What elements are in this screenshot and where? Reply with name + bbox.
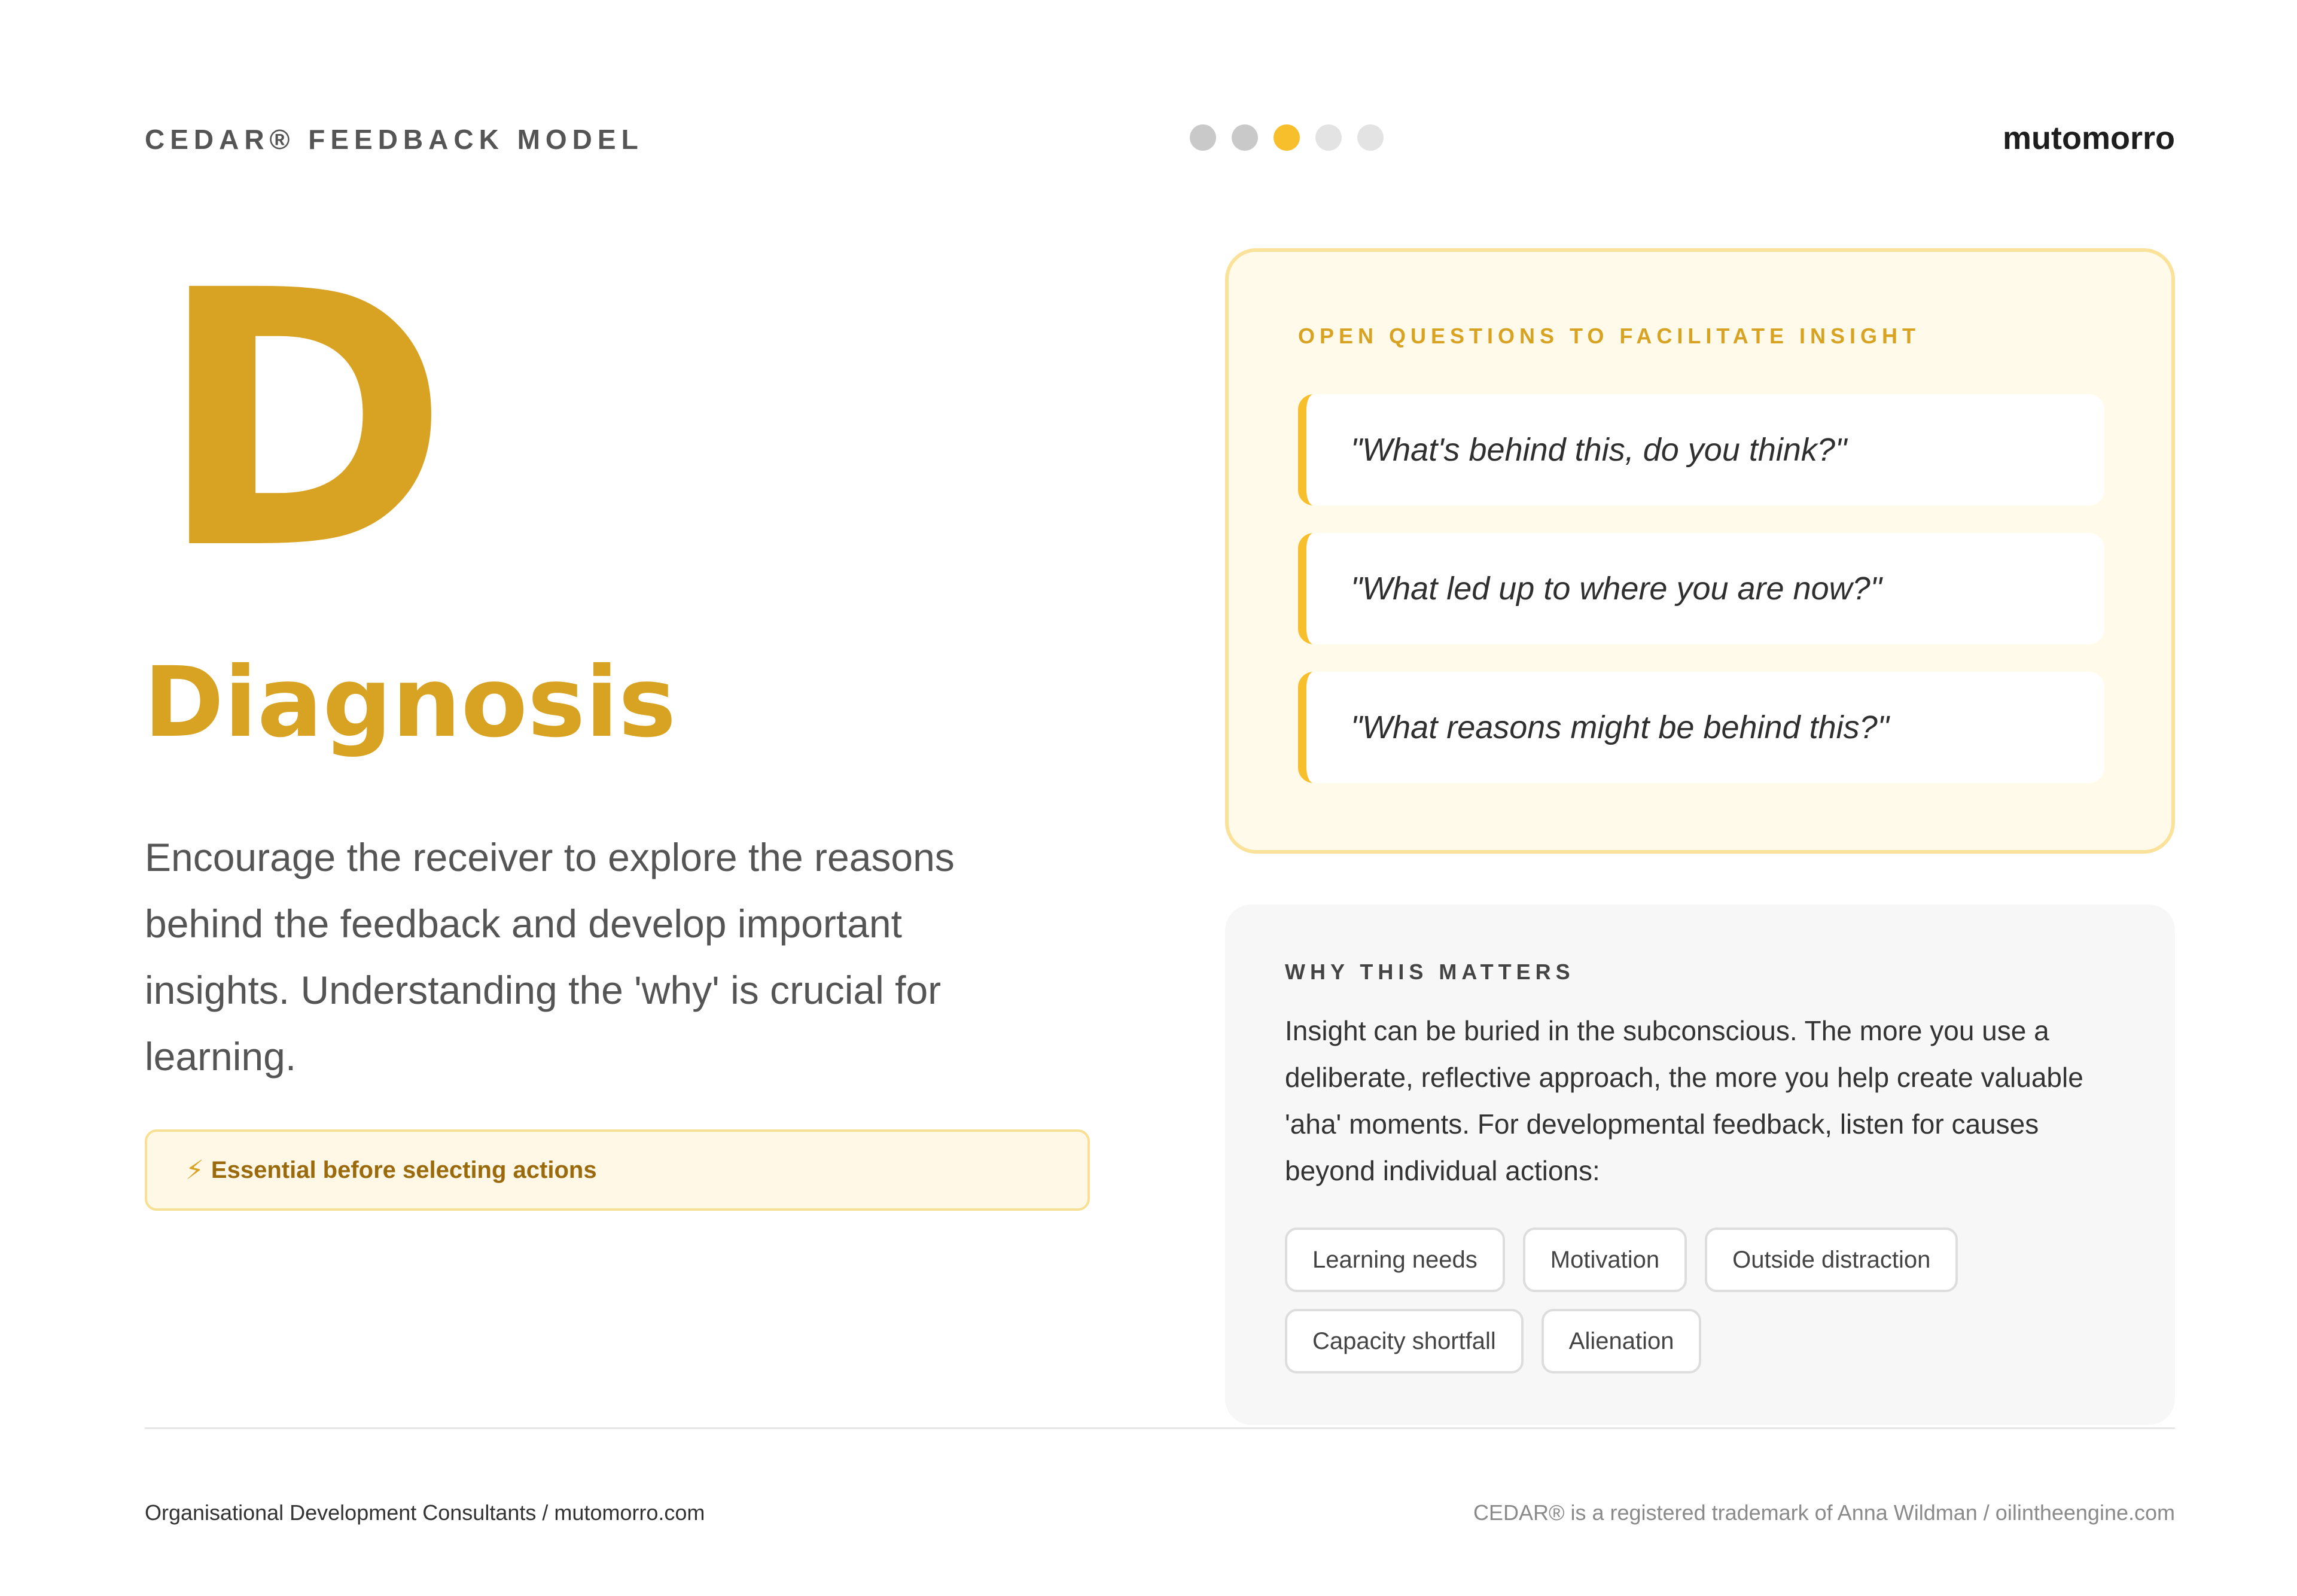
stage-letter: D: [157, 216, 450, 627]
stage-description: Encourage the receiver to explore the reasons behind the feedback and develop important insights. Understanding the 'why' is crucial for learning.: [145, 835, 955, 1079]
progress-dot-5[interactable]: [1357, 124, 1384, 151]
footer-left-text: Organisational Development Consultants / mutomorro.com: [145, 1500, 705, 1525]
questions-heading: OPEN QUESTIONS TO FACILITATE INSIGHT: [1298, 324, 1921, 348]
question-item: "What led up to where you are now?": [1298, 533, 2104, 644]
footer-right-text: CEDAR® is a registered trademark of Anna Wildman / oilintheengine.com: [1473, 1500, 2175, 1525]
progress-dot-3-current[interactable]: [1274, 124, 1300, 151]
footer-divider: [145, 1427, 2175, 1429]
note-callout: [145, 1129, 1090, 1211]
progress-dots: [1190, 124, 1384, 151]
question-item: "What's behind this, do you think?": [1298, 394, 2104, 505]
progress-dot-2[interactable]: [1232, 124, 1258, 151]
progress-dot-4[interactable]: [1315, 124, 1342, 151]
brand-logo: mutomorro: [2003, 120, 2175, 156]
note-text: Essential before selecting actions: [211, 1156, 597, 1183]
lightning-bolt-icon: ⚡︎: [185, 1155, 204, 1185]
why-card: [1225, 904, 2175, 1425]
question-item: "What reasons might be behind this?": [1298, 672, 2104, 783]
questions-card: [1225, 248, 2175, 854]
header: [145, 114, 2175, 162]
tag-alienation: Alienation: [1542, 1309, 1702, 1373]
model-title: CEDAR® FEEDBACK MODEL: [145, 124, 644, 155]
stage-title: Diagnosis: [144, 647, 677, 759]
tag-outside-distraction: Outside distraction: [1705, 1228, 1958, 1292]
tag-learning-needs: Learning needs: [1285, 1228, 1505, 1292]
cause-tags: [1285, 1228, 2122, 1373]
tag-capacity-shortfall: Capacity shortfall: [1285, 1309, 1524, 1373]
why-heading: WHY THIS MATTERS: [1285, 960, 1575, 984]
tag-motivation: Motivation: [1523, 1228, 1687, 1292]
why-text: Insight can be buried in the subconscious. The more you use a deliberate, reflective approach, the more you help create valuable 'aha' moments. For developmental feedback, listen for causes beyond individual actions:: [1285, 1015, 2083, 1186]
progress-dot-1[interactable]: [1190, 124, 1216, 151]
